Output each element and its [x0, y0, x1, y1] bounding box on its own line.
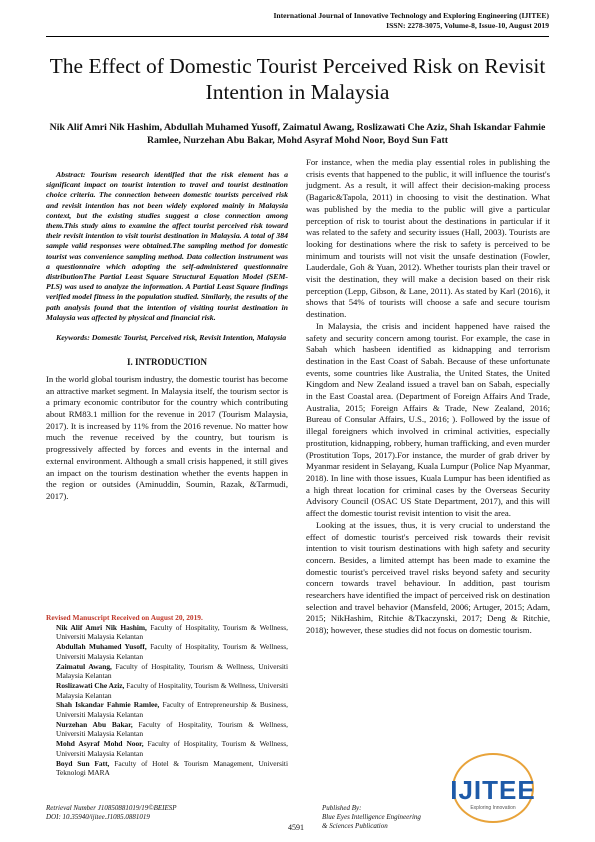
footer-left	[46, 804, 177, 822]
left-column	[46, 170, 288, 503]
affiliation-item: Boyd Sun Fatt, Faculty of Hotel & Tourism Management, Universiti Teknologi MARA	[56, 758, 289, 778]
affiliation-item: Abdullah Muhamed Yusoff, Faculty of Hospitality, Tourism & Wellness, Universiti Malaysia Kelantan	[56, 642, 288, 661]
journal-issn: ISSN: 2278-3075, Volume-8, Issue-10, August 2019	[386, 21, 549, 30]
retrieval-number: Retrieval Number J10850881019/19©BEIESP	[46, 804, 177, 812]
body-paragraph: In Malaysia, the crisis and incident happened have raised the safety and security concern among tourist. For example, the case in Sabah which hasbeen identified as kidnapping and terrorism destination in the East Coast of Sabah. Because of these unfortunate events, some countries like Australia, the United States, the United Kingdom and New Zealand issued a travel ban on Sabah, especially in the East Coastal area. (Department of Foreign Affairs And Trade, Australia, 2015; Foreign Affairs & Trade, New Zealand, 2016; Bureau of Consular Affairs, U.S., 2016; ). Followed by the issue of illegal foreigners which involved in criminal activities, especially prostitution, kidnapping, robbery, human trafficking, and even murder (Prostitution Tops, 2017).For instance, the murder of grab driver by Myanmar resident in Selayang, Kuala Lumpur (Police Nap Myanmar, 2018). In line with those issues, Kuala Lumpur has been identified as a high threat location for criminal cases by the Overseas Security Advisory Council (OSAC US State Department, 2017), and this will affect the domestic tourist revisit intention to visit the area.	[306, 320, 550, 519]
page-number: 4591	[288, 823, 304, 832]
affiliation-item: Roslizawati Che Aziz, Faculty of Hospitality, Tourism & Wellness, Universiti Malaysia Kelantan	[56, 680, 289, 700]
journal-logo	[434, 753, 552, 823]
right-column	[306, 157, 550, 637]
section-heading-introduction: I. INTRODUCTION	[126, 357, 207, 368]
header-rule	[46, 36, 549, 37]
revised-label: Revised Manuscript Received on August 20, 2019.	[46, 613, 203, 622]
journal-name: International Journal of Innovative Technology and Exploring Engineering (IJITEE)	[273, 11, 549, 20]
journal-header	[273, 11, 549, 31]
body-paragraph: Looking at the issues, thus, it is very crucial to understand the effect of domestic tourist's perceived risk towards their revisit intention to visit tourism destinations with high safety and security concern. Besides, a limited attempt has been made to examine the domestic tourist's perceived travel risks beyond safety and security concern towards travel behaviour. In addition, past tourism researchers have identified the impact of perceived risk on destination selection and travel behavior (Mansfeld, 2006; Artuger, 2015; Adam, 2015; NikHashim, Ritchie &Tkaczynski, 2017; Deng & Ritchie, 2018); however, these studies did not focus on domestic tourism.	[306, 519, 550, 636]
abstract: Abstract: Tourism research identified that the risk element has a significant impact on tourist intention to travel and tourist destination choice criteria. The connection between domestic tourists perceived risk and revisit intention has not been widely explored mainly in Malaysia context, but the existing studies suggest a close connection among them.This study aims to examine the affect tourist perceived risk toward their revisit intention to visit tourist destination in Malaysia. A total of 384 sample valid responses were obtained.The sampling method for domestic tourist was convenience sampling method. Data collection instrument was a questionnaire which adopting the self-administered questionnaire distributionThe Partial Least Square Structural Equation Model (SEM-PLS) was used to analyze the information. A Partial Least Square findings verified model fitness in the population studied. Similarly, the results of the path analysis found that the intention of visiting tourist destination in Malaysia was affected by physical and financial risk.	[46, 170, 288, 322]
author-list: Nik Alif Amri Nik Hashim, Abdullah Muhamed Yusoff, Zaimatul Awang, Roslizawati Che Aziz, Shah Iskandar Fahmie Ramlee, Nurzehan Abu Bakar, Mohd Asyraf Mohd Noor, Boyd Sun Fatt	[49, 122, 546, 146]
logo-subtitle: Exploring Innovation	[470, 805, 516, 811]
footer-publisher	[322, 804, 421, 831]
publisher-name-2: & Sciences Publication	[322, 822, 388, 830]
body-paragraph: For instance, when the media play essential roles in publishing the crisis events that happened to the public, it will influence the tourist's judgment. As a result, it will affect their decision-making process (Bagaric&Tapola, 2011) in choosing to visit the destination. What was published by the media to the public will give a particular perception of risk to tourist about the destinations in particular if it was related to the safety and security issues (Hall, 2003). Tourists are looking for destinations where the risk to safety is perceived to be minimum and tourists will not visit the unsafe destination (Fowler, Lauderdale, Goh & Yuan, 2012). Whether tourists plan their travel or visit the destination, they will make a decision based on their risk perception (Lepp, Gibson, & Lane, 2011). As stated by Karl (2016), it shows that 54% of tourists will choose a safe and secure tourism destination.	[306, 157, 550, 320]
affiliation-item: Mohd Asyraf Mohd Noor, Faculty of Hospitality, Tourism & Wellness, Universiti Malaysia Kelantan	[56, 739, 288, 758]
affiliation-item: Nurzehan Abu Bakar, Faculty of Hospitality, Tourism & Wellness, Universiti Malaysia Kelantan	[56, 719, 288, 739]
revised-manuscript-note	[46, 613, 288, 778]
affiliation-list	[46, 623, 288, 778]
publisher-name: Blue Eyes Intelligence Engineering	[322, 813, 421, 821]
paper-title: The Effect of Domestic Tourist Perceived Risk on Revisit Intention in Malaysia	[49, 54, 546, 104]
affiliation-item: Shah Iskandar Fahmie Ramlee, Faculty of Entrepreneurship & Business, Universiti Malaysia Kelantan	[56, 700, 288, 720]
affiliation-item: Nik Alif Amri Nik Hashim, Faculty of Hospitality, Tourism & Wellness, Universiti Malaysia Kelantan	[56, 622, 289, 642]
logo-text: IJITEE	[450, 775, 536, 805]
affiliation-item: Zaimatul Awang, Faculty of Hospitality, Tourism & Wellness, Universiti Malaysia Kelantan	[56, 661, 288, 681]
intro-paragraph: In the world global tourism industry, the domestic tourist has become an attractive market segment. In Malaysia itself, the tourism sector is a primary economic contributor for the country which contributing about RM83.1 million for the revenue in 2017 (Tourism Malaysia, 2017). It is increased by 11% from the 2016 revenue. No matter how much the revenue received by the country, but tourism is progressively affected by forces and events in the internal and external environment. Although a small crisis happened, it still gives an impact on the tourism destination whether the events happen in the region or outsides (Aminuddin, Soumin, Razak, &Tarmudi, 2017).	[46, 373, 288, 501]
doi: DOI: 10.35940/ijitee.J1085.0881019	[46, 813, 150, 821]
keywords: Keywords: Domestic Tourist, Perceived risk, Revisit Intention, Malaysia	[56, 333, 287, 343]
published-by-label: Published By:	[322, 804, 362, 812]
